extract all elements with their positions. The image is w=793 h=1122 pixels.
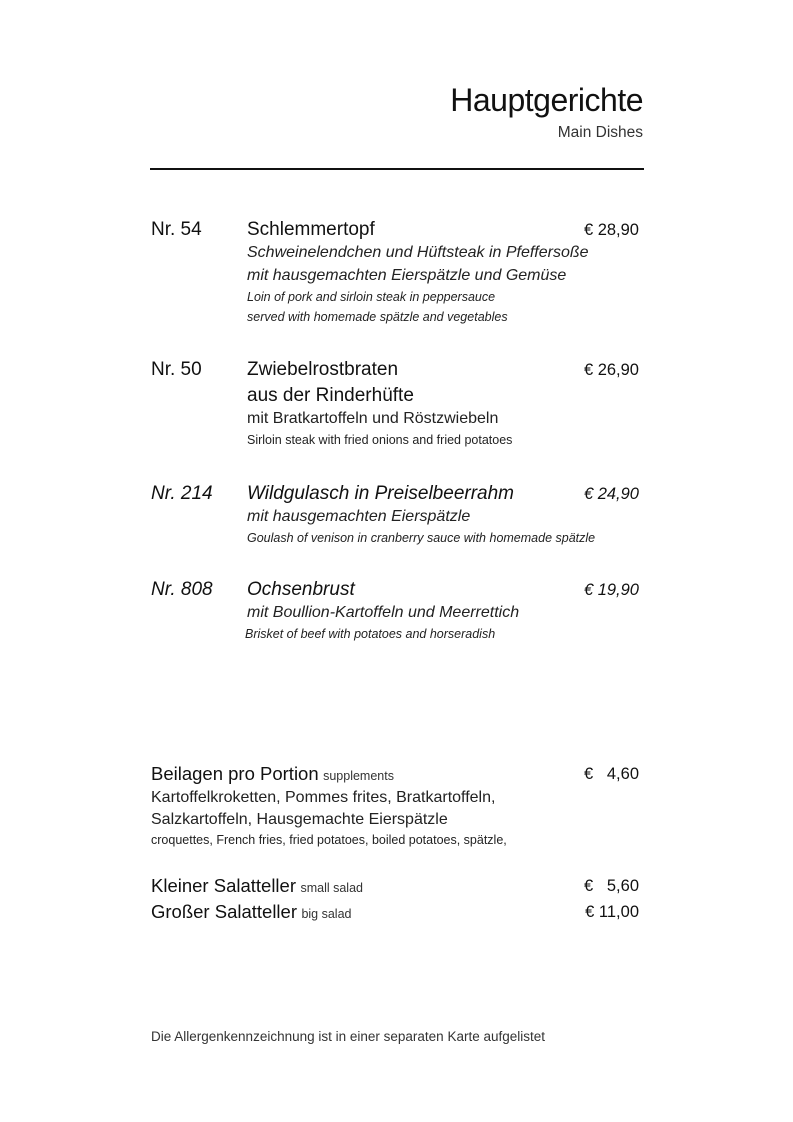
dish-description-de: mit Boullion-Kartoffeln und Meerrettich: [247, 604, 520, 621]
sides-list-en: croquettes, French fries, fried potatoes, boiled potatoes, spätzle,: [151, 833, 507, 847]
allergen-note: Die Allergenkennzeichnung ist in einer separaten Karte aufgelistet: [151, 1029, 545, 1044]
page-subtitle: Main Dishes: [557, 124, 643, 141]
sides-section: [151, 762, 641, 852]
sides-price: € 4,60: [583, 765, 639, 783]
header-divider: [150, 168, 644, 170]
dish-name: Ochsenbrust: [247, 579, 355, 600]
menu-item-ochsenbrust: [151, 578, 641, 648]
dish-number: Nr. 50: [151, 359, 202, 380]
salad-name-en: big salad: [301, 907, 352, 921]
menu-item-wildgulasch: [151, 482, 641, 552]
dish-description-en: served with homemade spätzle and vegetables: [247, 310, 508, 324]
dish-price: € 26,90: [583, 361, 639, 379]
dish-price: € 19,90: [583, 581, 639, 599]
dish-price: € 28,90: [583, 221, 639, 239]
sides-list: Salzkartoffeln, Hausgemachte Eierspätzle: [151, 811, 448, 828]
dish-description-de: mit hausgemachten Eierspätzle und Gemüse: [247, 267, 567, 284]
dish-number: Nr. 54: [151, 219, 202, 240]
dish-description-en: Brisket of beef with potatoes and horseradish: [245, 627, 496, 641]
dish-price: € 24,90: [583, 485, 639, 503]
salad-item-large: [151, 900, 641, 924]
dish-description-en: Goulash of venison in cranberry sauce with homemade spätzle: [247, 531, 596, 545]
sides-list: Kartoffelkroketten, Pommes frites, Bratkartoffeln,: [151, 789, 496, 806]
salad-price: € 5,60: [583, 877, 639, 895]
dish-description-en: Loin of pork and sirloin steak in peppersauce: [247, 290, 496, 304]
dish-description-en: Sirloin steak with fried onions and fried potatoes: [247, 433, 513, 447]
menu-item-zwiebelrostbraten: [151, 358, 641, 453]
dish-number: Nr. 214: [151, 483, 213, 504]
dish-name: Wildgulasch in Preiselbeerrahm: [247, 483, 515, 504]
sides-title-en: supplements: [323, 769, 394, 783]
salad-name-en: small salad: [300, 881, 363, 895]
dish-name: Zwiebelrostbraten: [247, 359, 399, 380]
dish-description-de: mit Bratkartoffeln und Röstzwiebeln: [247, 410, 499, 427]
dish-description-de: Schweinelendchen und Hüftsteak in Pfeffersoße: [247, 244, 589, 261]
dish-description-de: mit hausgemachten Eierspätzle: [247, 508, 471, 525]
salad-price: € 11,00: [585, 903, 639, 921]
salad-item-small: [151, 874, 641, 898]
dish-name-line2: aus der Rinderhüfte: [247, 385, 414, 406]
dish-number: Nr. 808: [151, 579, 213, 600]
dish-name: Schlemmertopf: [247, 219, 375, 240]
salad-name: Kleiner Salatteller: [151, 875, 296, 896]
menu-item-schlemmertopf: [151, 218, 641, 328]
sides-title: Beilagen pro Portion: [151, 763, 319, 784]
page-title: Hauptgerichte: [450, 82, 643, 118]
salad-name: Großer Salatteller: [151, 901, 297, 922]
